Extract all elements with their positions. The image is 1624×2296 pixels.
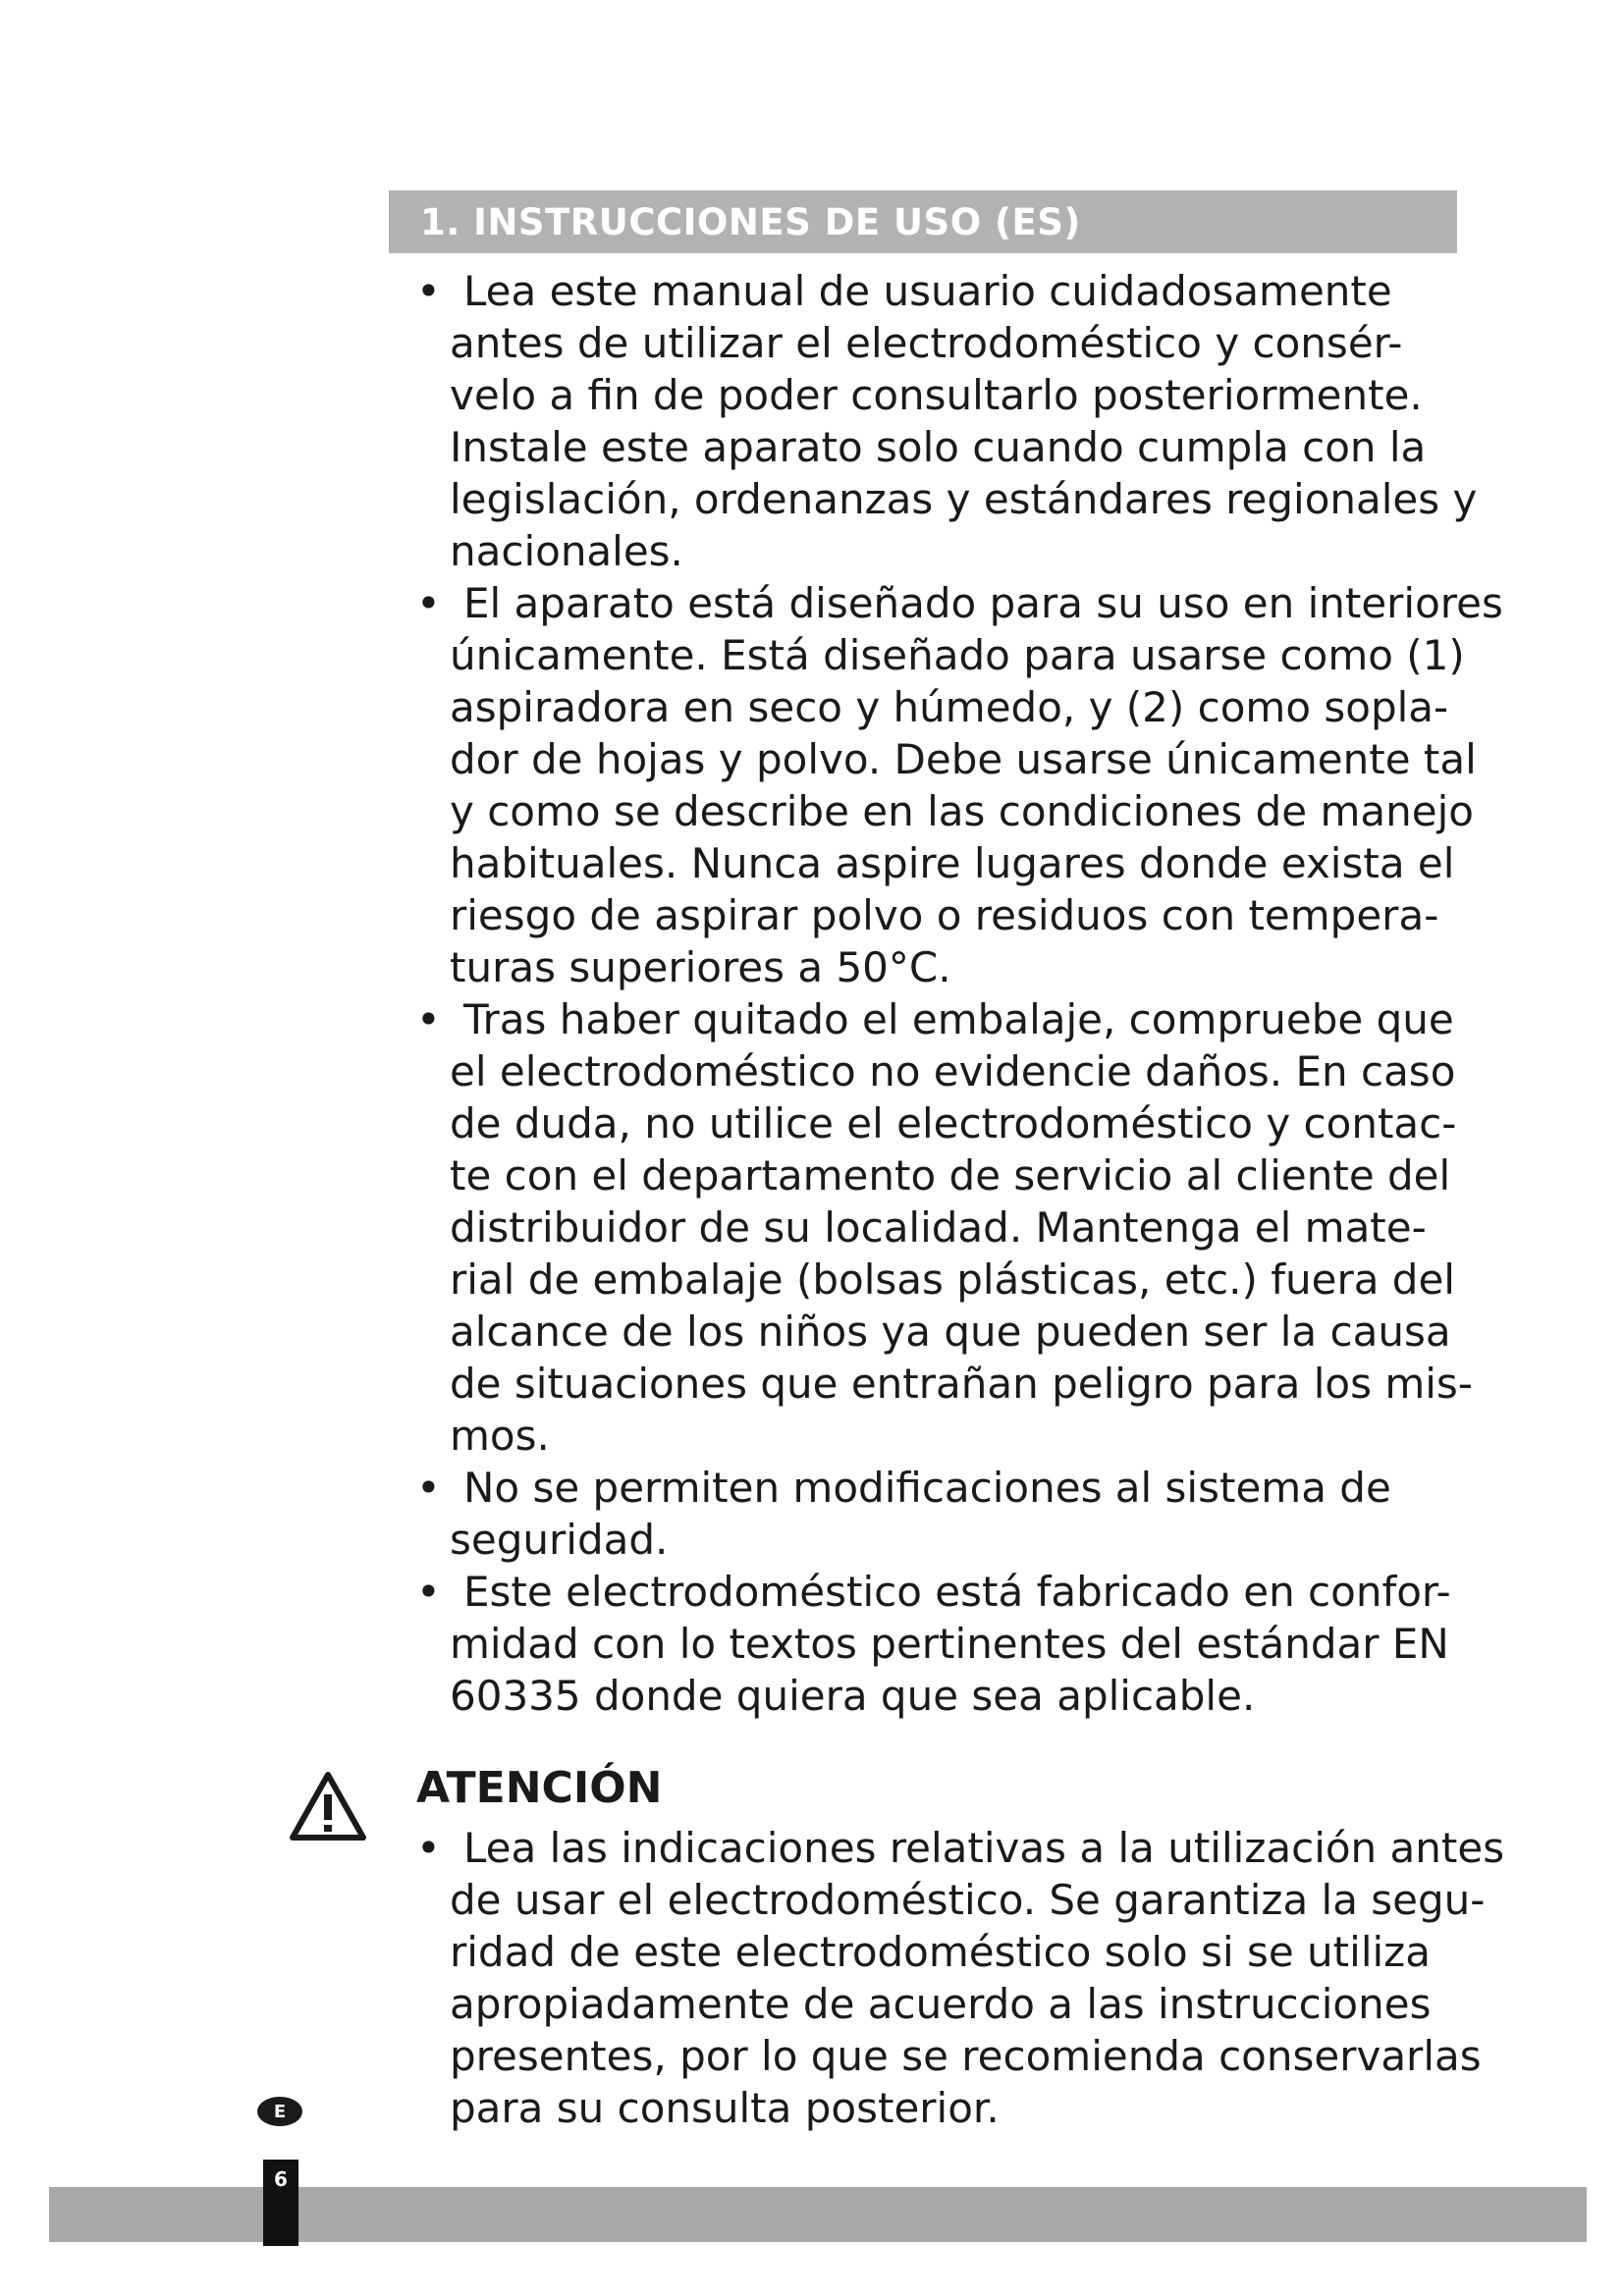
text-line: El aparato está diseñado para su uso en interiores bbox=[463, 579, 1503, 627]
text-line: turas superiores a 50°C. bbox=[450, 943, 951, 991]
text-line: dor de hojas y polvo. Debe usarse únicamente tal bbox=[450, 735, 1477, 783]
bullet-icon: • bbox=[416, 1464, 441, 1512]
text-line: rial de embalaje (bolsas plásticas, etc.) fuera del bbox=[450, 1255, 1455, 1304]
text-line: de usar el electrodoméstico. Se garantiza la segu- bbox=[450, 1876, 1486, 1924]
text-line: Lea este manual de usuario cuidadosamente bbox=[463, 267, 1392, 315]
text-line: únicamente. Está diseñado para usarse como (1) bbox=[450, 631, 1465, 679]
text-line: alcance de los niños ya que pueden ser la causa bbox=[450, 1308, 1451, 1356]
text-line: velo a fin de poder consultarlo posteriormente. bbox=[450, 371, 1423, 419]
text-line: te con el departamento de servicio al cliente del bbox=[450, 1151, 1451, 1200]
text-line: midad con lo textos pertinentes del estándar EN bbox=[450, 1620, 1449, 1668]
text-line: ridad de este electrodoméstico solo si se utiliza bbox=[450, 1928, 1431, 1976]
text-line: antes de utilizar el electrodoméstico y consér- bbox=[450, 319, 1403, 367]
text-line: el electrodoméstico no evidencie daños. En caso bbox=[450, 1047, 1456, 1095]
text-line: Lea las indicaciones relativas a la utilización antes bbox=[463, 1824, 1505, 1872]
text-line: Tras haber quitado el embalaje, compruebe que bbox=[463, 995, 1454, 1043]
warning-list bbox=[416, 1822, 1505, 2134]
warning-title: ATENCIÓN bbox=[416, 1763, 663, 1813]
text-line: No se permiten modificaciones al sistema de bbox=[463, 1464, 1391, 1512]
text-line: Este electrodoméstico está fabricado en confor- bbox=[463, 1568, 1451, 1616]
section-header bbox=[389, 190, 1457, 253]
text-line: seguridad. bbox=[450, 1516, 669, 1564]
list-item bbox=[416, 1566, 1496, 1722]
text-line: riesgo de aspirar polvo o residuos con tempera- bbox=[450, 891, 1439, 939]
section-title: 1. INSTRUCCIONES DE USO (ES) bbox=[420, 200, 1081, 243]
bullet-icon: • bbox=[416, 267, 441, 315]
list-item bbox=[416, 1462, 1496, 1566]
text-line: habituales. Nunca aspire lugares donde exista el bbox=[450, 839, 1455, 887]
bullet-icon: • bbox=[416, 995, 441, 1043]
text-line: mos. bbox=[450, 1412, 550, 1460]
page-number: 6 bbox=[263, 2160, 298, 2246]
instructions-content bbox=[416, 265, 1503, 1722]
text-line: 60335 donde quiera que sea aplicable. bbox=[450, 1672, 1256, 1720]
text-line: Instale este aparato solo cuando cumpla con la bbox=[450, 423, 1427, 471]
bullet-icon: • bbox=[416, 1568, 441, 1616]
bullet-icon: • bbox=[416, 1824, 441, 1872]
instructions-list bbox=[416, 265, 1503, 1722]
text-line: de duda, no utilice el electrodoméstico y contac- bbox=[450, 1099, 1457, 1148]
list-item bbox=[416, 1822, 1505, 2134]
list-item bbox=[416, 265, 1496, 577]
text-line: para su consulta posterior. bbox=[450, 2084, 1000, 2132]
warning-triangle-icon bbox=[289, 1771, 367, 1842]
text-line: de situaciones que entrañan peligro para los mis- bbox=[450, 1360, 1473, 1408]
list-item bbox=[416, 577, 1503, 993]
list-item bbox=[416, 993, 1496, 1462]
text-line: distribuidor de su localidad. Mantenga el mate- bbox=[450, 1203, 1427, 1252]
text-line: apropiadamente de acuerdo a las instrucciones bbox=[450, 1980, 1432, 2028]
bullet-icon: • bbox=[416, 579, 441, 627]
language-badge: E bbox=[257, 2097, 302, 2126]
text-line: aspiradora en seco y húmedo, y (2) como sopla- bbox=[450, 683, 1449, 731]
text-line: nacionales. bbox=[450, 527, 683, 575]
text-line: legislación, ordenanzas y estándares regionales y bbox=[450, 475, 1478, 523]
text-line: presentes, por lo que se recomienda conservarlas bbox=[450, 2032, 1482, 2080]
warning-section bbox=[416, 1759, 1505, 2134]
text-line: y como se describe en las condiciones de manejo bbox=[450, 787, 1474, 835]
